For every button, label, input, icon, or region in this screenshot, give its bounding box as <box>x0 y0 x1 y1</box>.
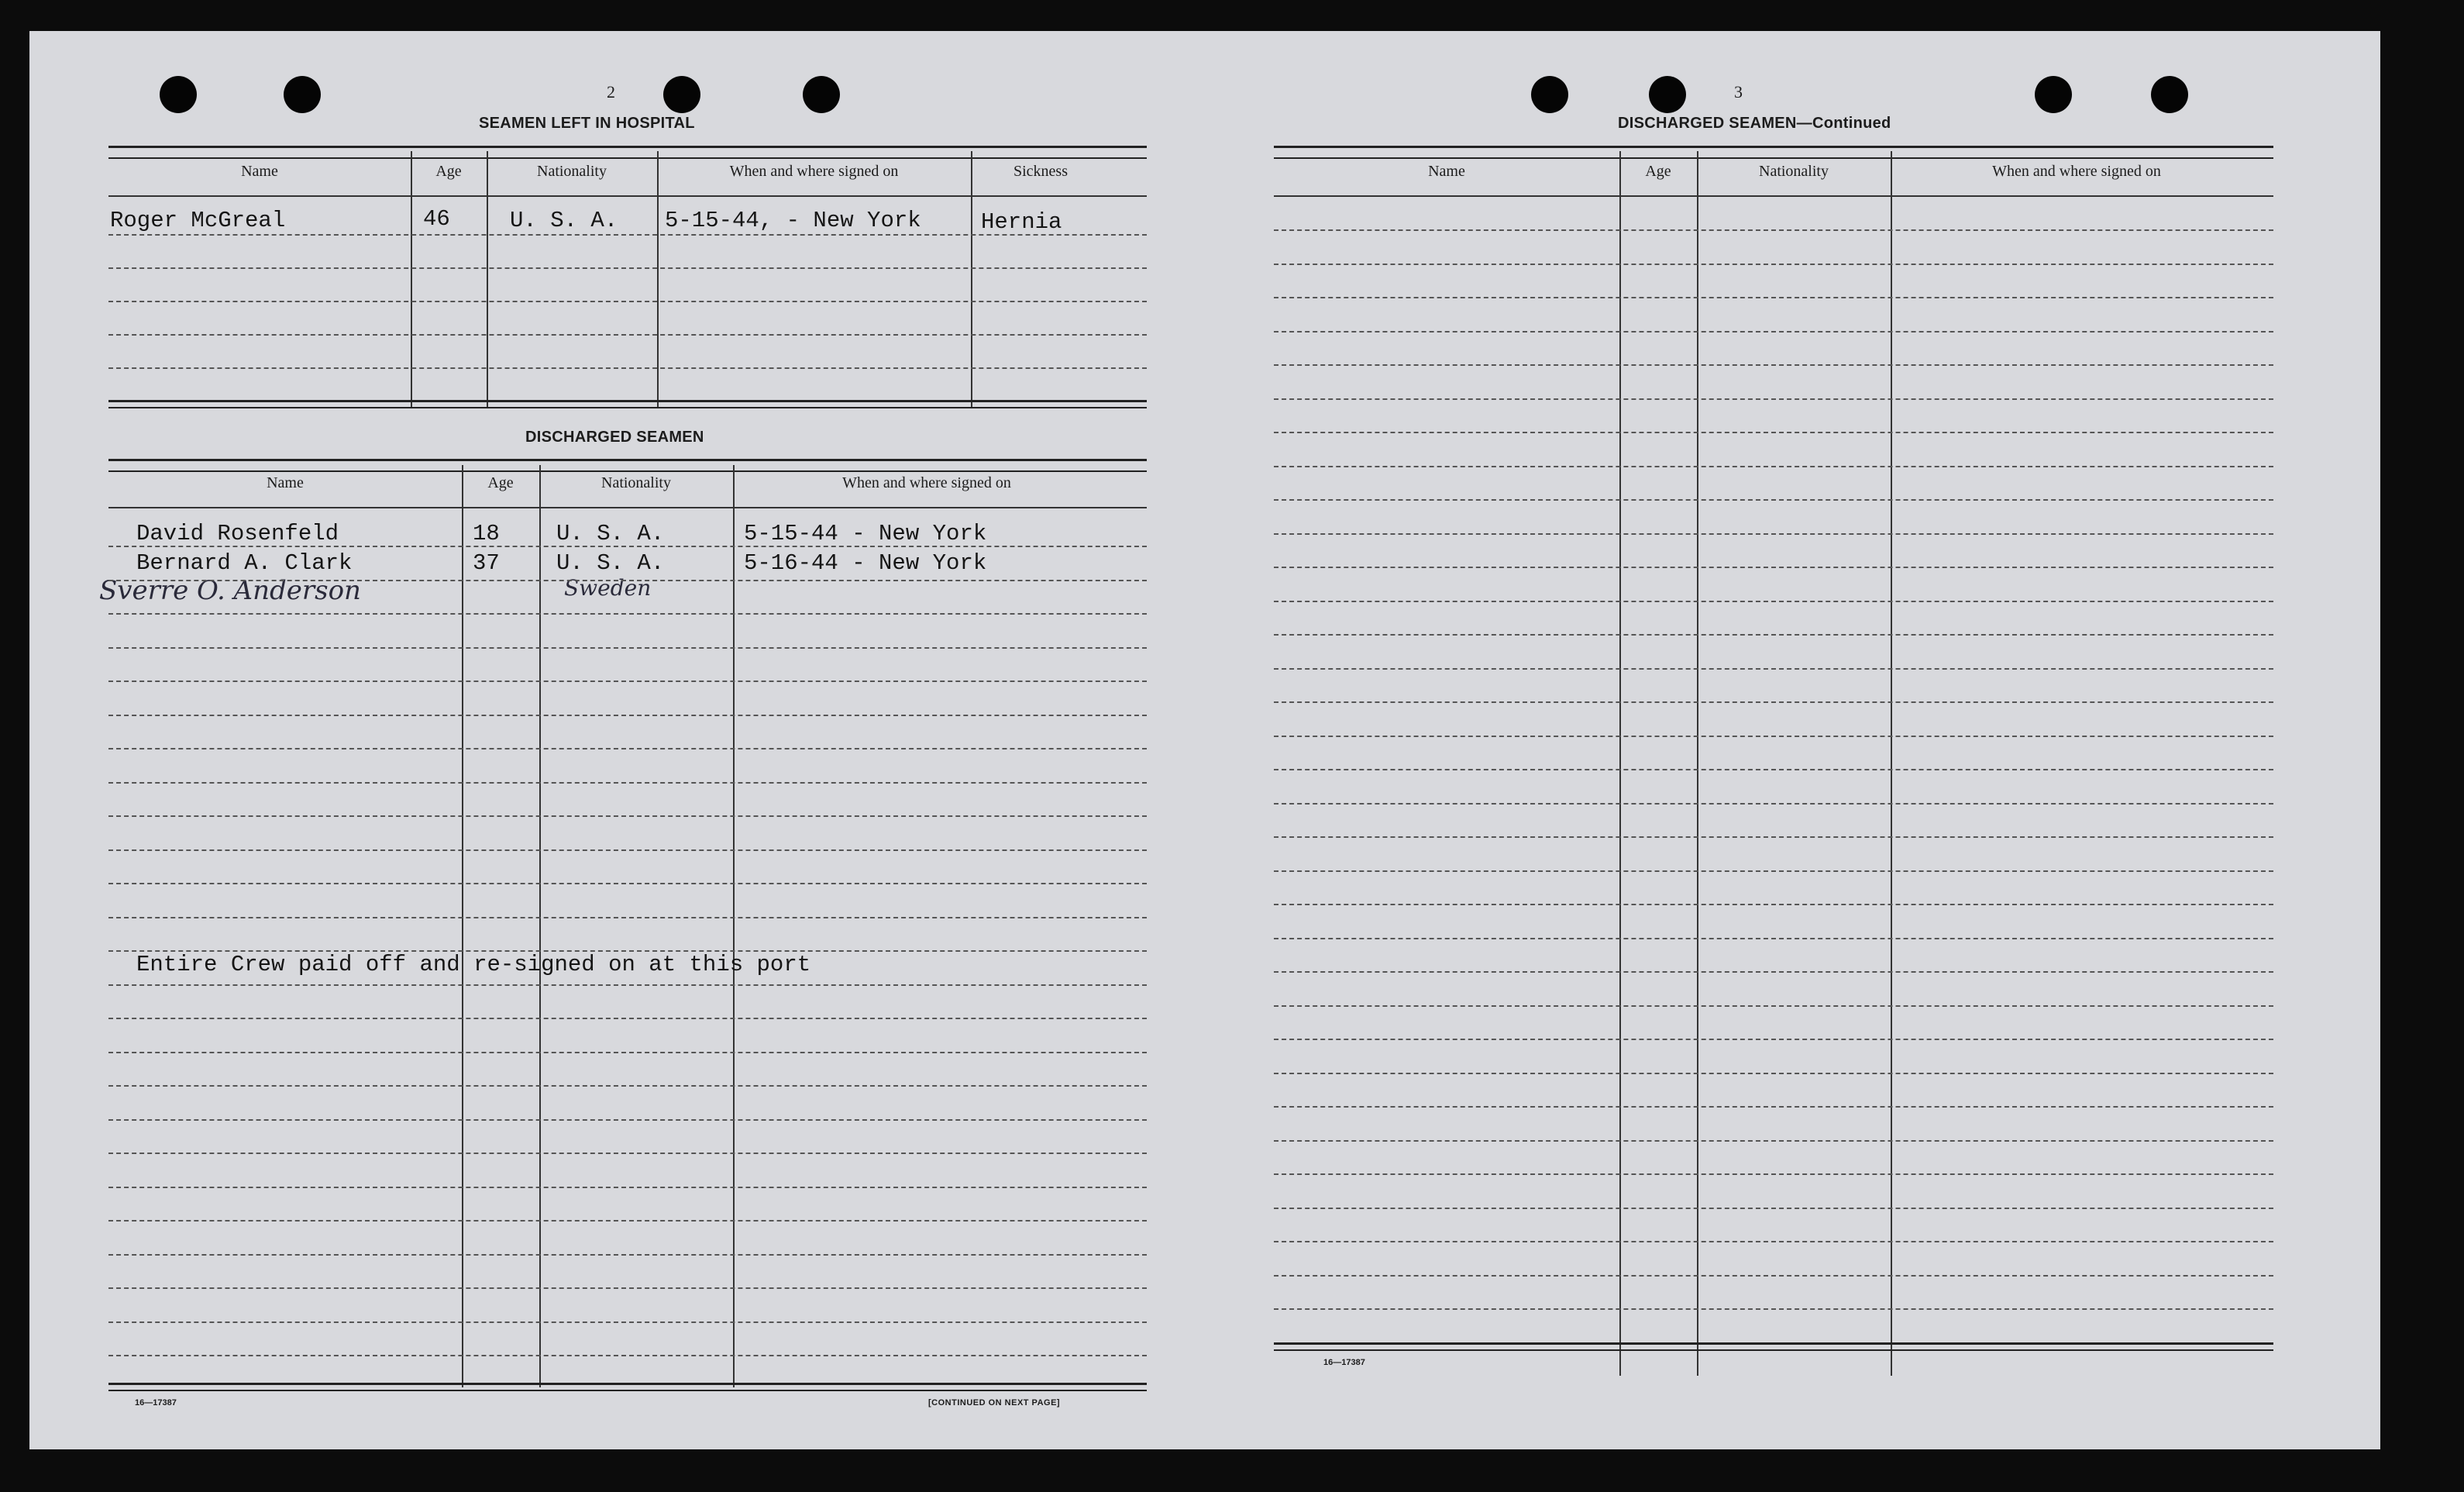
row-line <box>1274 701 2273 703</box>
row-line <box>1274 836 2273 838</box>
form-number: 16—17387 <box>135 1398 177 1408</box>
row-line <box>1274 668 2273 670</box>
header-rule <box>108 507 1147 508</box>
row-line <box>1274 499 2273 501</box>
row-line <box>108 782 1147 784</box>
col-divider <box>733 465 735 1387</box>
col-divider <box>1619 151 1621 1376</box>
row-line <box>108 1085 1147 1087</box>
row-line <box>108 301 1147 302</box>
row-line <box>108 1355 1147 1356</box>
row-line <box>108 367 1147 369</box>
row-line <box>108 917 1147 918</box>
discharged-section-title: DISCHARGED SEAMEN <box>525 429 704 446</box>
row-line <box>1274 432 2273 433</box>
table-top-rule <box>108 146 1147 159</box>
row-line <box>1274 264 2273 265</box>
row-line <box>1274 938 2273 939</box>
col-nationality: Nationality <box>1759 163 1829 180</box>
row-line <box>1274 1173 2273 1175</box>
col-age: Age <box>1645 163 1671 180</box>
row-line <box>1274 803 2273 805</box>
continued-note: [CONTINUED ON NEXT PAGE] <box>928 1398 1061 1408</box>
col-nationality: Nationality <box>601 474 671 491</box>
hospital-nationality: U. S. A. <box>510 208 618 233</box>
row-line <box>1274 769 2273 770</box>
col-nationality: Nationality <box>537 163 607 180</box>
discharged-nationality: U. S. A. <box>556 521 665 546</box>
row-line <box>108 1321 1147 1323</box>
row-line <box>108 546 1147 547</box>
row-line <box>1274 466 2273 467</box>
row-line <box>1274 364 2273 366</box>
col-age: Age <box>435 163 462 180</box>
row-line <box>108 1018 1147 1019</box>
col-name: Name <box>1428 163 1465 180</box>
row-line <box>1274 736 2273 737</box>
col-signed-on: When and where signed on <box>1992 163 2161 180</box>
punch-hole <box>2035 76 2072 113</box>
discharged-age: 37 <box>473 550 500 576</box>
discharged-name: Bernard A. Clark <box>136 550 353 576</box>
row-line <box>108 647 1147 649</box>
row-line <box>1274 331 2273 333</box>
row-line <box>108 1119 1147 1121</box>
col-sickness: Sickness <box>1013 163 1068 180</box>
row-line <box>108 1052 1147 1053</box>
punch-hole <box>2151 76 2188 113</box>
hospital-age: 46 <box>423 206 450 232</box>
handwritten-nationality: Sweden <box>564 575 652 601</box>
row-line <box>108 1254 1147 1256</box>
row-line <box>108 267 1147 269</box>
right-page <box>1238 31 2380 1449</box>
row-line <box>108 1220 1147 1222</box>
row-line <box>1274 1208 2273 1209</box>
hospital-section-title: SEAMEN LEFT IN HOSPITAL <box>479 115 695 132</box>
header-rule <box>108 195 1147 197</box>
col-divider <box>462 465 463 1387</box>
col-name: Name <box>267 474 304 491</box>
row-line <box>1274 1073 2273 1074</box>
col-signed-on: When and where signed on <box>842 474 1011 491</box>
row-line <box>108 815 1147 817</box>
row-line <box>1274 601 2273 602</box>
row-line <box>1274 1308 2273 1310</box>
row-line <box>1274 1275 2273 1277</box>
col-age: Age <box>487 474 514 491</box>
row-line <box>1274 567 2273 568</box>
page-number: 3 <box>1734 82 1743 102</box>
row-line <box>108 613 1147 615</box>
row-line <box>1274 1106 2273 1108</box>
discharged-signed-on: 5-16-44 - New York <box>744 550 987 576</box>
header-rule <box>1274 195 2273 197</box>
col-signed-on: When and where signed on <box>729 163 899 180</box>
discharged-age: 18 <box>473 521 500 546</box>
discharged-nationality: U. S. A. <box>556 550 665 576</box>
hospital-signed-on: 5-15-44, - New York <box>665 208 921 233</box>
row-line <box>108 1287 1147 1289</box>
row-line <box>108 234 1147 236</box>
punch-hole <box>1649 76 1686 113</box>
row-line <box>1274 297 2273 298</box>
discharged-signed-on: 5-15-44 - New York <box>744 521 987 546</box>
row-line <box>1274 1241 2273 1242</box>
discharged-name: David Rosenfeld <box>136 521 339 546</box>
row-line <box>1274 1140 2273 1142</box>
row-line <box>108 334 1147 336</box>
crew-note: Entire Crew paid off and re-signed on at this port <box>136 952 811 977</box>
continued-section-title: DISCHARGED SEAMEN—Continued <box>1618 115 1891 132</box>
row-line <box>108 849 1147 851</box>
left-page <box>29 31 1238 1449</box>
table-bottom-rule <box>1274 1342 2273 1351</box>
table-bottom-rule <box>108 1383 1147 1391</box>
punch-hole <box>1531 76 1568 113</box>
row-line <box>108 715 1147 716</box>
row-line <box>108 1187 1147 1188</box>
handwritten-name: Sverre O. Anderson <box>99 575 361 606</box>
row-line <box>1274 870 2273 872</box>
punch-hole <box>284 76 321 113</box>
row-line <box>1274 229 2273 231</box>
row-line <box>1274 1039 2273 1040</box>
row-line <box>108 1153 1147 1154</box>
col-divider <box>1697 151 1698 1376</box>
punch-hole <box>803 76 840 113</box>
row-line <box>1274 971 2273 973</box>
row-line <box>1274 398 2273 400</box>
row-line <box>1274 634 2273 636</box>
row-line <box>108 984 1147 986</box>
row-line <box>1274 533 2273 535</box>
row-line <box>1274 1005 2273 1007</box>
col-divider <box>1891 151 1892 1376</box>
row-line <box>108 748 1147 749</box>
document-sheet <box>29 31 2380 1449</box>
table-top-rule <box>1274 146 2273 159</box>
hospital-sickness: Hernia <box>981 209 1062 235</box>
page-number: 2 <box>607 82 615 102</box>
row-line <box>108 883 1147 884</box>
punch-hole <box>160 76 197 113</box>
col-name: Name <box>241 163 278 180</box>
table-top-rule <box>108 459 1147 472</box>
form-number: 16—17387 <box>1323 1358 1365 1367</box>
hospital-name: Roger McGreal <box>110 208 286 233</box>
row-line <box>1274 904 2273 905</box>
col-divider <box>539 465 541 1387</box>
row-line <box>108 580 1147 581</box>
row-line <box>108 681 1147 682</box>
punch-hole <box>663 76 700 113</box>
table-bottom-rule <box>108 400 1147 408</box>
